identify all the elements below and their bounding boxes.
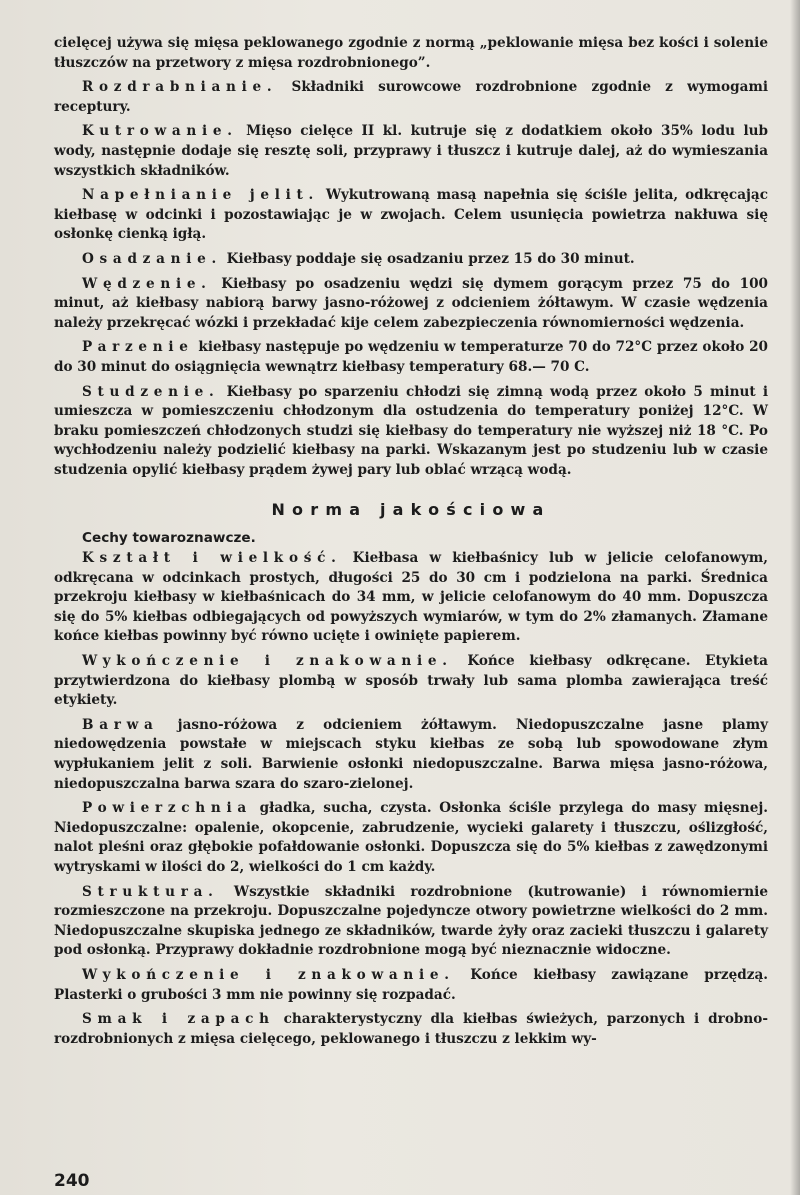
term-studzenie: Studzenie. [82,383,220,400]
quality-section [54,549,768,1049]
term-osadzanie: Osadzanie. [82,250,222,267]
paragraph-powierzchnia: Powierzchnia gładka, sucha, czysta. Osłonka ściśle przylega do masy mięsnej. Niedopuszczalne: opalenie, okopcenie, zabrudzenie, wycieki galarety i tłuszczu, oślizgłość, nalot pleśni oraz głębokie pofałdowanie osłonki. Dopuszcza się do 5% kiełbas z zawędzonymi wytryskami w ilości do 2, wielkości do 1 cm każdy. [54,800,768,875]
term-barwa: Barwa [82,716,159,733]
intro-paragraph: cielęcej używa się mięsa peklowanego zgodnie z normą „peklowanie mięsa bez kości i solenie tłuszczów na przetwory z mięsa rozdrobnionego”. [54,35,768,71]
term-powierzchnia: Powierzchnia [82,800,252,817]
term-parzenie: Parzenie [82,339,194,356]
term-rozdrabnianie: Rozdrabnianie. [82,79,278,96]
paragraph-struktura: Struktura. Wszystkie składniki rozdrobnione (kutrowanie) i równomiernie rozmieszczone na przekroju. Dopuszczalne pojedyncze otwory powietrzne wielkości do 2 mm. Niedopuszczalne skupiska jednego ze składników, twarde żyły oraz zacieki tłuszczu i galarety pod osłonką. Przyprawy dokładnie rozdrobnione mogą być nieznacznie widoczne. [54,883,768,959]
paragraph-wedzenie: Wędzenie. Kiełbasy po osadzeniu wędzi się dymem gorącym przez 75 do 100 minut, aż kiełbasy nabiorą barwy jasno-różowej z odcieniem żółtawym. W czasie wędzenia należy przekręcać wózki i przekładać kije celem zabezpieczenia równomierności wędzenia. [54,275,768,331]
paragraph-barwa: Barwa jasno-różowa z odcieniem żółtawym. Niedopuszczalne jasne plamy niedowędzenia powstałe w miejscach styku kiełbas ze sobą lub spowodowane złym wypłukaniem jelit z soli. Barwienie osłonki niedopuszczalne. Barwa mięsa jasno-różowa, niedopuszczalna barwa szara do szaro-zielonej. [54,716,768,792]
term-wykonczenie-1: Wykończenie i znakowanie. [82,653,453,670]
paragraph-parzenie: Parzenie kiełbasy następuje po wędzeniu w temperaturze 70 do 72°C przez około 20 do 30 minut do osiągnięcia wewnątrz kiełbasy temperatury 68.— 70 C. [54,339,768,375]
term-smak-zapach: Smak i zapach [82,1011,275,1028]
paragraph-rozdrabnianie: Rozdrabnianie. Składniki surowcowe rozdrobnione zgodnie z wymogami receptury. [54,79,768,115]
term-wedzenie: Wędzenie. [82,275,212,292]
page-number: 240 [54,1171,90,1191]
section-title: Norma jakościowa [271,500,551,520]
paragraph-wykonczenie-1: Wykończenie i znakowanie. Końce kiełbasy odkręcane. Etykieta przytwierdzona do kiełbasy plombą w sposób trwały lub sama plomba zawierająca treść etykiety. [54,653,768,709]
paragraph-kutrowanie: Kutrowanie. Mięso cielęce II kl. kutruje się z dodatkiem około 35% lodu lub wody, następnie dodaje się resztę soli, przyprawy i tłuszcz i kutruje dalej, aż do wymieszania wszystkich składników. [54,123,768,179]
subheading: Cechy towaroznawcze. [82,530,256,547]
paragraph-ksztalt: Kształt i wielkość. Kiełbasa w kiełbaśnicy lub w jelicie celofanowym, odkręcana w odcinkach prostych, długości 25 do 30 cm i podzielona na parki. Średnica przekroju kiełbasy w kiełbaśnicach do 34 mm, w jelicie celofanowym do 40 mm. Dopuszcza się do 5% kiełbas odbiegających od powyższych wymiarów, w tym do 2% złamanych. Złamane końce kiełbas powinny być równo ucięte i owinięte papierem. [54,550,768,645]
process-section [54,78,768,480]
term-ksztalt: Kształt i wielkość. [82,550,342,567]
scan-edge-shadow [790,0,800,1195]
paragraph-smak-zapach: Smak i zapach charakterystyczny dla kiełbas świeżych, parzonych i drobno-rozdrobnionych z mięsa cielęcego, peklowanego i tłuszczu z lekkim wy- [54,1011,768,1047]
paragraph-wykonczenie-2: Wykończenie i znakowanie. Końce kiełbasy zawiązane przędzą. Plasterki o grubości 3 mm nie powinny się rozpadać. [54,966,768,1003]
paragraph-osadzanie: Osadzanie. Kiełbasy poddaje się osadzaniu przez 15 do 30 minut. [82,250,635,267]
term-napelnianie-jelit: Napełnianie jelit. [82,187,319,204]
term-kutrowanie: Kutrowanie. [82,123,238,140]
term-wykonczenie-2: Wykończenie i znakowanie. [82,966,455,983]
paragraph-napelnianie-jelit: Napełnianie jelit. Wykutrowaną masą napełnia się ściśle jelita, odkręcając kiełbasę w odcinki i pozostawiając je w zwojach. Celem usunięcia powietrza nakłuwa się osłonkę cienką igłą. [54,187,769,243]
paragraph-studzenie: Studzenie. Kiełbasy po sparzeniu chłodzi się zimną wodą przez około 5 minut i umieszcza w pomieszczeniu chłodzonym dla ostudzenia do temperatury poniżej 12°C. W braku pomieszczeń chłodzonych studzi się kiełbasy do temperatury nie wyższej niż 18 °C. Po wychłodzeniu należy podzielić kiełbasy na parki. Wskazanym jest po studzeniu lub w czasie studzenia opylić kiełbasy prądem żywej pary lub oblać wrzącą wodą. [54,383,768,478]
term-struktura: Struktura. [82,883,219,900]
